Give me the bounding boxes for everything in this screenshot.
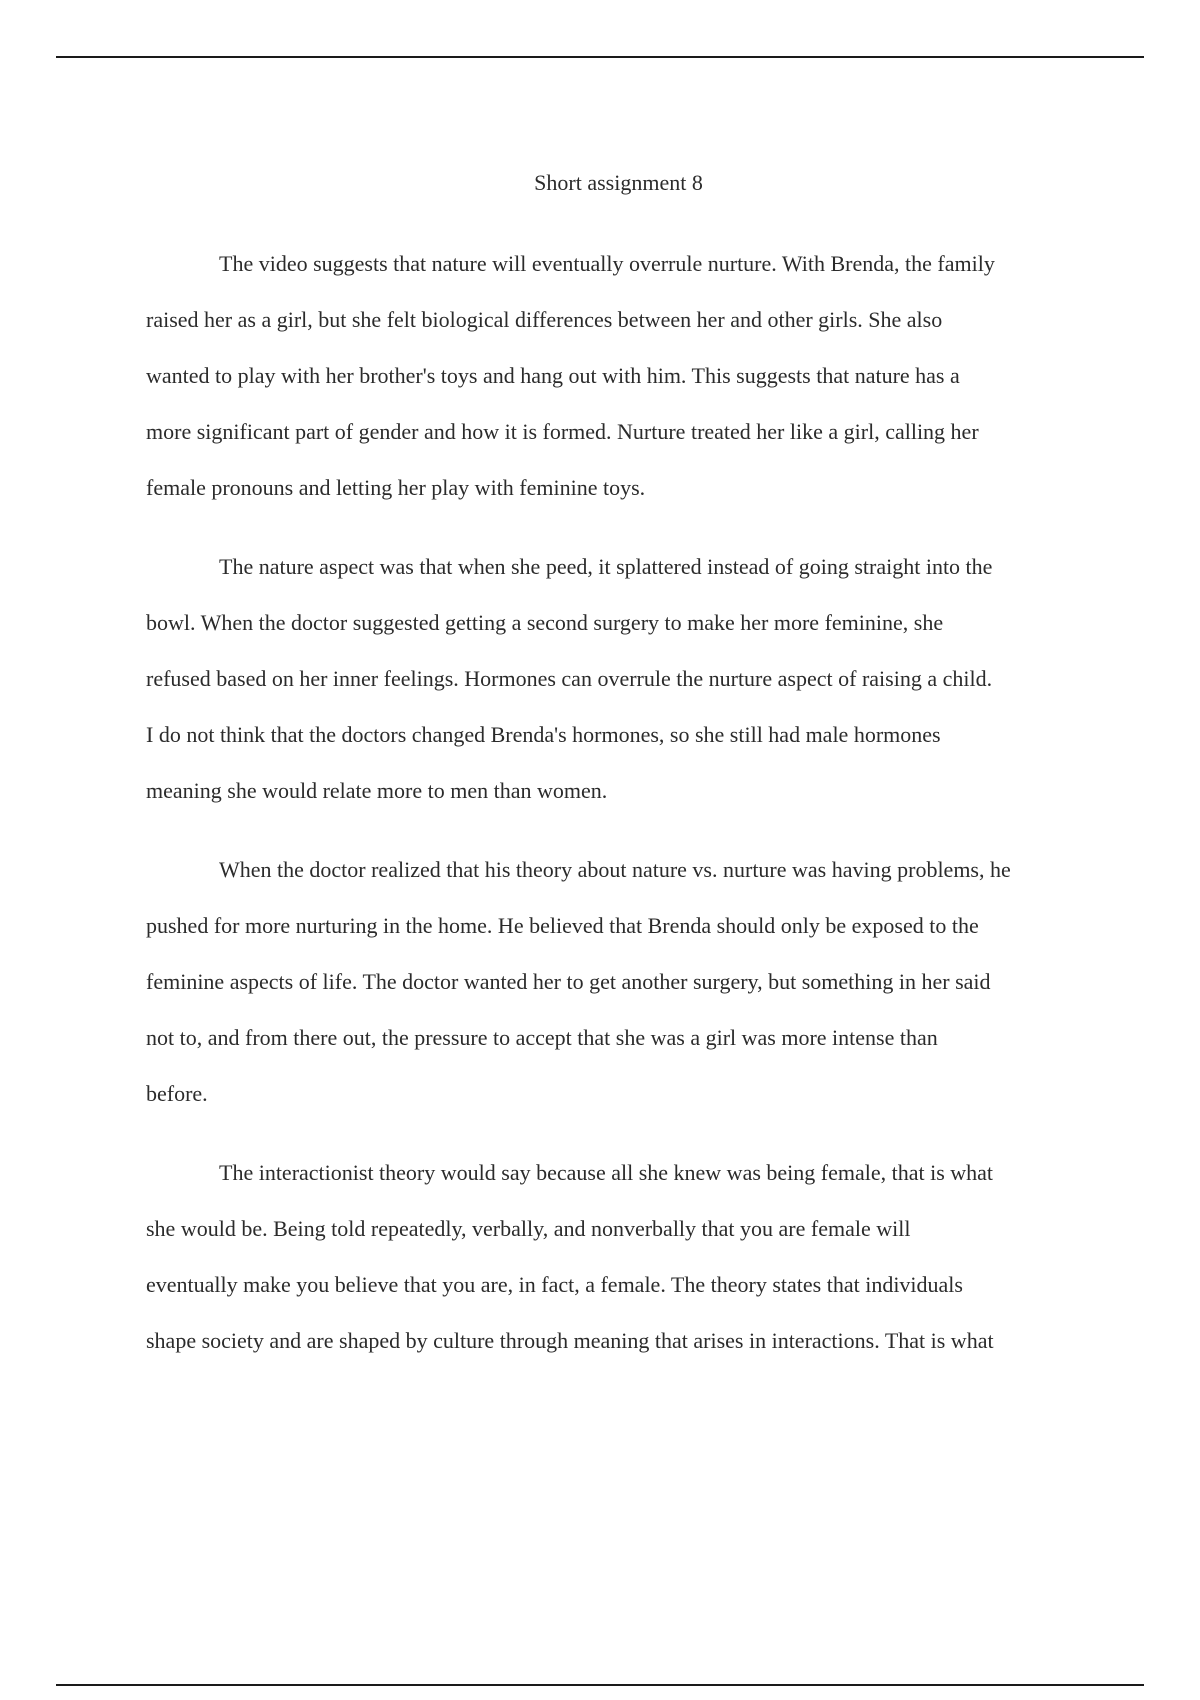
paragraph-line: wanted to play with her brother's toys and hang out with him. This suggests that nature has a: [146, 363, 960, 388]
paragraph-line: she would be. Being told repeatedly, verbally, and nonverbally that you are female will: [146, 1216, 911, 1241]
paragraph-line: bowl. When the doctor suggested getting a second surgery to make her more feminine, she: [146, 610, 944, 635]
paragraph-line: shape society and are shaped by culture through meaning that arises in interactions. That is what: [146, 1328, 994, 1353]
paragraph-line: raised her as a girl, but she felt biological differences between her and other girls. She also: [146, 307, 943, 332]
top-rule: [56, 56, 1144, 58]
bottom-rule: [56, 1684, 1144, 1686]
paragraph-line: meaning she would relate more to men than women.: [146, 778, 608, 803]
paragraph-line: more significant part of gender and how it is formed. Nurture treated her like a girl, calling her: [146, 419, 979, 444]
paragraph-line: feminine aspects of life. The doctor wanted her to get another surgery, but something in her said: [146, 969, 991, 994]
paragraph-2: [146, 539, 1096, 819]
paragraph-1: [146, 236, 1096, 516]
paragraph-line: I do not think that the doctors changed Brenda's hormones, so she still had male hormones: [146, 722, 941, 747]
paragraph-line: The video suggests that nature will eventually overrule nurture. With Brenda, the family: [219, 251, 995, 276]
paragraph-line: The interactionist theory would say because all she knew was being female, that is what: [219, 1160, 994, 1185]
page-title: Short assignment 8: [534, 170, 703, 195]
paragraph-line: female pronouns and letting her play with feminine toys.: [146, 475, 646, 500]
paragraph-line: before.: [146, 1081, 208, 1106]
paragraph-line: When the doctor realized that his theory about nature vs. nurture was having problems, he: [219, 857, 1011, 882]
paragraph-3: [146, 842, 1096, 1122]
paragraph-line: eventually make you believe that you are, in fact, a female. The theory states that individuals: [146, 1272, 963, 1297]
paragraph-line: pushed for more nurturing in the home. He believed that Brenda should only be exposed to the: [146, 913, 979, 938]
paragraph-line: not to, and from there out, the pressure to accept that she was a girl was more intense than: [146, 1025, 938, 1050]
paragraph-4: [146, 1145, 1096, 1369]
paragraph-line: refused based on her inner feelings. Hormones can overrule the nurture aspect of raising a child.: [146, 666, 993, 691]
paragraph-line: The nature aspect was that when she peed, it splattered instead of going straight into the: [219, 554, 993, 579]
